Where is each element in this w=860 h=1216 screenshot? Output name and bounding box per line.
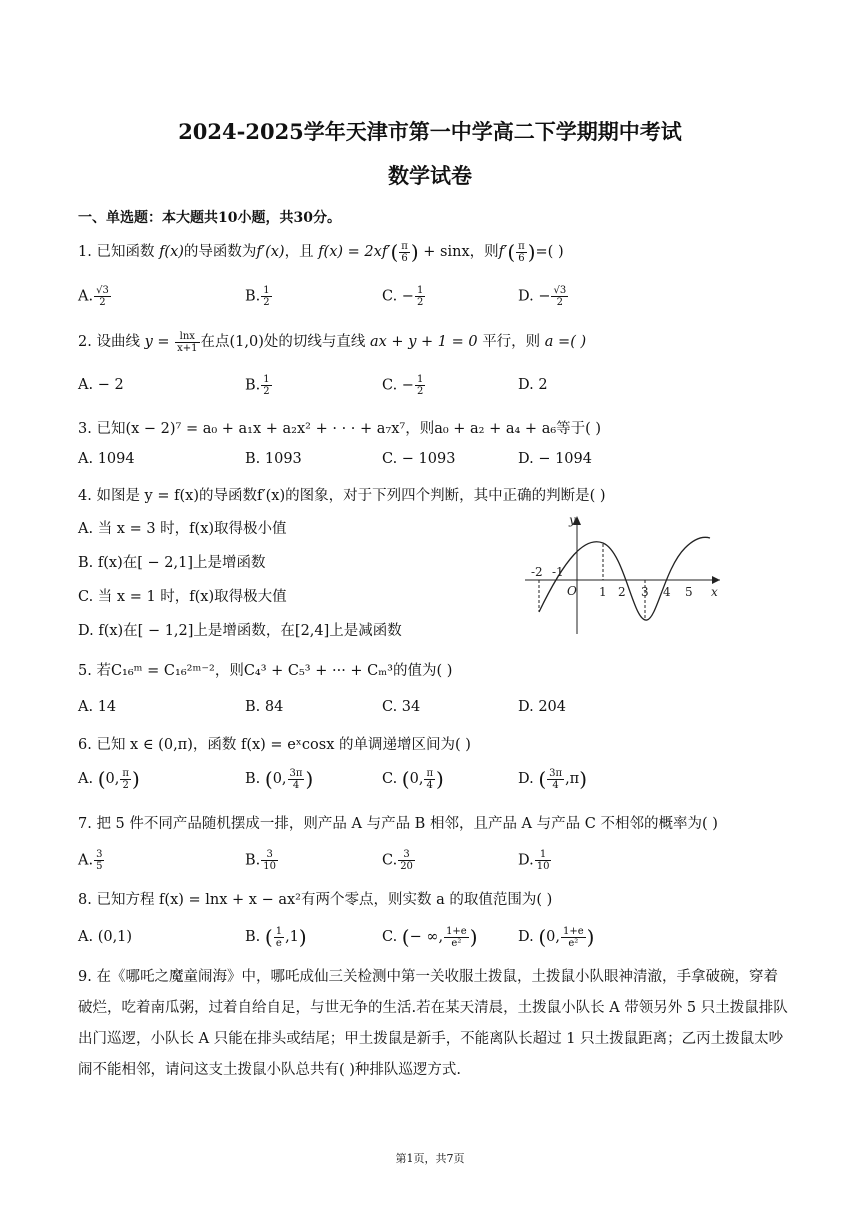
q7-option-d: D. $\frac{1}{10}$ xyxy=(518,849,550,872)
question-8: 8. 已知方程 f(x) = lnx + x − ax²有两个零点，则实数 a 的取值范围为( ) xyxy=(78,892,553,908)
q2-option-d: D. 2 xyxy=(518,377,548,393)
graph-x-label: x xyxy=(711,585,718,599)
q6-option-c: C. (0, $\frac{\pi}{4}$ ) xyxy=(382,767,444,791)
question-9: 9. 在《哪吒之魔童闹海》中，哪吒成仙三关检测中第一关收服土拨鼠，土拨鼠小队眼神清澈，手拿破碗，穿着破烂，吃着南瓜粥，过着自给自足，与世无争的生活.若在某天清晨，土拨鼠小队长 A 带领另外 5 只土拨鼠排队出门巡逻，小队长 A 只能在排头或结尾；甲土拨鼠是新手，不能离队长超过 1 只土拨鼠距离；乙丙土拨鼠太吵闹不能相邻，请问这支土拨鼠小队总共有( )种排队巡逻方式. xyxy=(78,969,788,1078)
q3-option-a: A. 1094 xyxy=(78,451,135,467)
graph-tick: 2 xyxy=(618,585,626,599)
q5-option-a: A. 14 xyxy=(78,699,117,715)
q1-option-b: B. $\frac{1}{2}$ xyxy=(245,285,270,308)
q2-option-a: A. − 2 xyxy=(78,377,124,393)
question-6: 6. 已知 x ∈ (0,π)，函数 f(x) = eˣcosx 的单调递增区间为( ) xyxy=(78,737,471,753)
graph-tick: 4 xyxy=(663,585,671,599)
q3-option-b: B. 1093 xyxy=(245,451,302,467)
q1-option-c: C. − $\frac{1}{2}$ xyxy=(382,285,424,308)
q5-option-c: C. 34 xyxy=(382,699,421,715)
q8-option-b: B. ( $\frac{1}{e}$ ,1) xyxy=(245,925,307,949)
question-7: 7. 把 5 件不同产品随机摆成一排，则产品 A 与产品 B 相邻，且产品 A 与产品 C 不相邻的概率为( ) xyxy=(78,816,718,832)
q3-option-c: C. − 1093 xyxy=(382,451,456,467)
q7-option-a: A. $\frac{3}{5}$ xyxy=(78,849,103,872)
derivative-curve xyxy=(539,537,710,620)
q4-option-c: C. 当 x = 1 时，f(x)取得极大值 xyxy=(78,589,287,605)
q6-option-b: B. (0, $\frac{3\pi}{4}$ ) xyxy=(245,767,314,791)
question-3: 3. 已知(x − 2)⁷ = a₀ + a₁x + a₂x² + · · · + a₇x⁷，则a₀ + a₂ + a₄ + a₆等于( ) xyxy=(78,421,602,437)
q1-option-d: D. − $\frac{√3}{2}$ xyxy=(518,285,567,308)
page-footer: 第1页，共7页 xyxy=(395,1152,465,1165)
section-heading: 一、单选题：本大题共10小题，共30分。 xyxy=(78,210,341,226)
graph-tick: 5 xyxy=(685,585,693,599)
question-2: 2. 设曲线 y = $\frac{\ln x}{x+1}$ 在点(1,0)处的切线与直线 ax + y + 1 = 0 平行，则 a =( ) xyxy=(78,330,587,354)
derivative-graph xyxy=(525,508,730,638)
graph-y-label: y xyxy=(569,513,576,527)
q7-option-c: C. $\frac{3}{20}$ xyxy=(382,849,413,872)
q6-option-a: A. (0, $\frac{\pi}{2}$ ) xyxy=(78,767,140,791)
graph-tick: -1 xyxy=(552,565,564,579)
q5-option-d: D. 204 xyxy=(518,699,567,715)
q6-option-d: D. ( $\frac{3\pi}{4}$ ,π) xyxy=(518,767,588,791)
graph-origin: O xyxy=(567,584,577,598)
q1-option-a: A. $\frac{√3}{2}$ xyxy=(78,285,109,308)
page-subtitle: 数学试卷 xyxy=(388,163,472,188)
q8-option-a: A. (0,1) xyxy=(78,929,133,945)
q8-option-c: C. (− ∞, $\frac{1+e}{\text{e²}}$ ) xyxy=(382,925,478,949)
q8-option-d: D. (0, $\frac{1+e}{\text{e²}}$ ) xyxy=(518,925,595,949)
question-5: 5. 若C₁₆ᵐ = C₁₆²ᵐ⁻²，则C₄³ + C₅³ + ··· + Cₘ³的值为( ) xyxy=(78,663,453,679)
q3-option-d: D. − 1094 xyxy=(518,451,592,467)
q4-option-b: B. f(x)在[ − 2,1]上是增函数 xyxy=(78,555,266,571)
graph-tick: -2 xyxy=(531,565,543,579)
question-1: 1. 已知函数 f(x)的导函数为f′(x)，且 f(x) = 2xf′( $\frac{\pi}{6}$ ) + sinx，则f′( $\frac{\pi}{6}$ )=( ) xyxy=(78,240,564,264)
q4-option-a: A. 当 x = 3 时，f(x)取得极小值 xyxy=(78,521,287,537)
q5-option-b: B. 84 xyxy=(245,699,284,715)
q7-option-b: B. $\frac{3}{10}$ xyxy=(245,849,276,872)
question-4: 4. 如图是 y = f(x)的导函数f′(x)的图象，对于下列四个判断，其中正确的判断是( ) xyxy=(78,488,606,504)
q4-option-d: D. f(x)在[ − 1,2]上是增函数，在[2,4]上是减函数 xyxy=(78,623,402,639)
page-title: 2024-2025学年天津市第一中学高二下学期期中考试 xyxy=(178,119,682,144)
q2-option-c: C. − $\frac{1}{2}$ xyxy=(382,374,424,397)
graph-tick: 3 xyxy=(641,585,649,599)
graph-tick: 1 xyxy=(599,585,607,599)
q2-option-b: B. $\frac{1}{2}$ xyxy=(245,374,270,397)
